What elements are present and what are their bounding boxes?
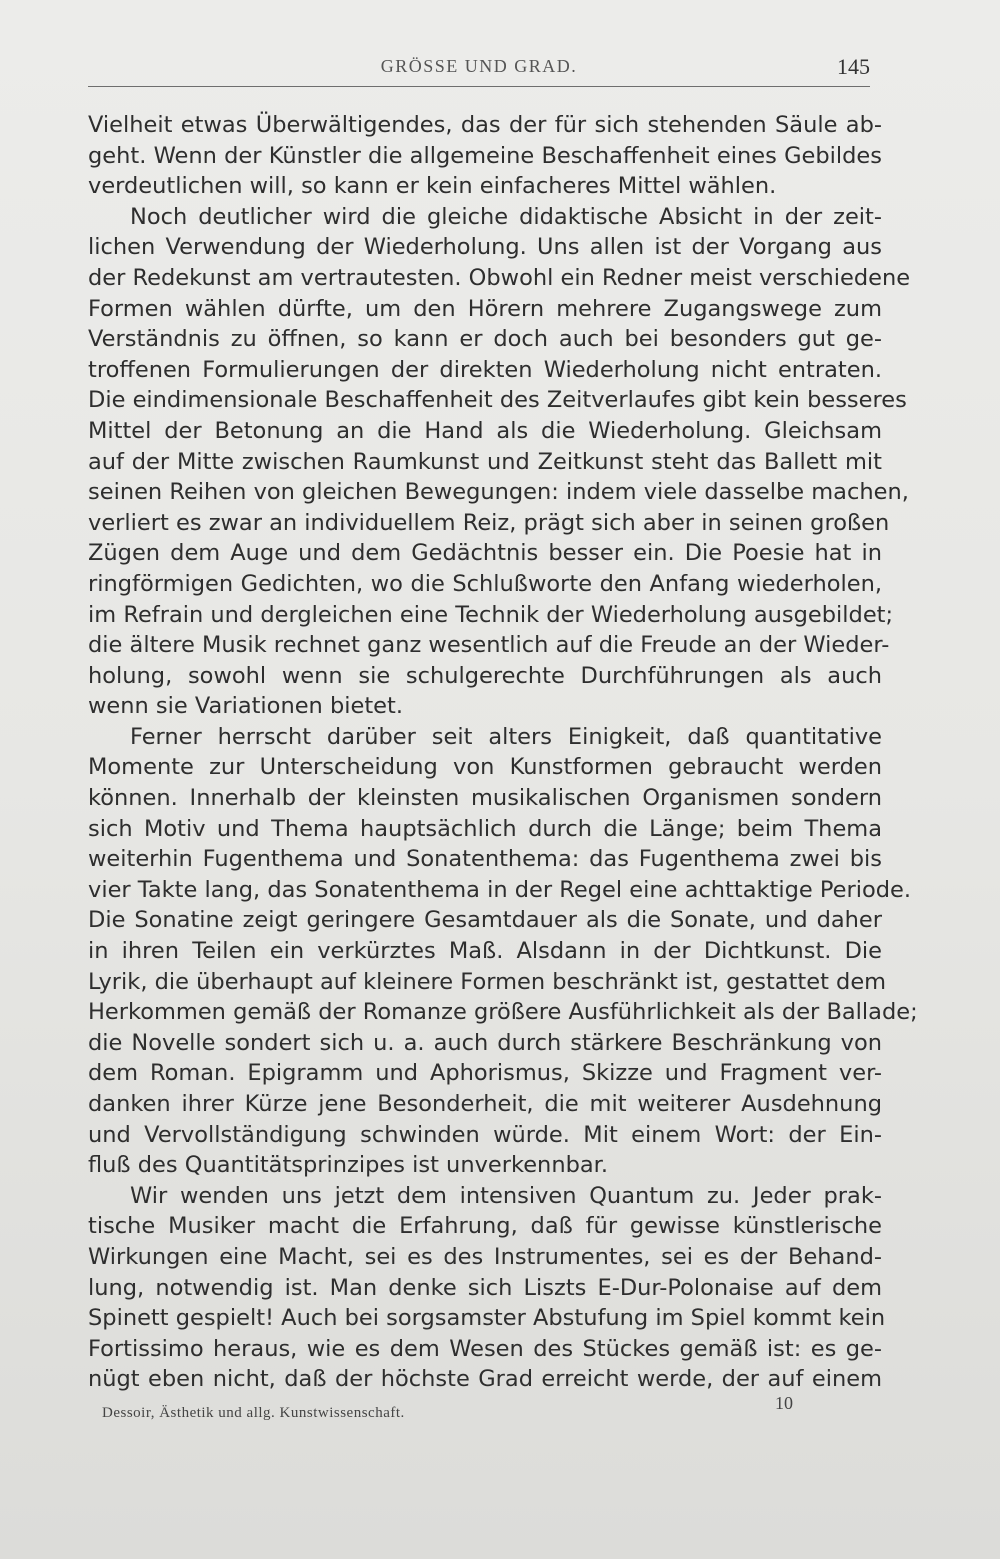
paragraph-4 <box>88 1181 886 1395</box>
text-line: Lyrik, die überhaupt auf kleinere Formen beschränkt ist, gestattet dem <box>88 968 887 995</box>
text-line: seinen Reihen von gleichen Bewegungen: indem viele dasselbe machen, <box>88 479 909 506</box>
text-line: im Refrain und dergleichen eine Technik der Wiederholung ausgebildet; <box>88 601 894 628</box>
text-line: Formen wählen dürfte, um den Hörern mehrere Zugangswege zum <box>88 295 882 322</box>
text-line: verdeutlichen will, so kann er kein einfacheres Mittel wählen. <box>88 173 777 200</box>
text-line: troffenen Formulierungen der direkten Wiederholung nicht entraten. <box>88 356 882 383</box>
text-line: der Redekunst am vertrautesten. Obwohl ein Redner meist verschiedene <box>88 264 911 291</box>
text-line: und Vervollständigung schwinden würde. Mit einem Wort: der Ein- <box>88 1121 882 1148</box>
running-title: GRÖSSE UND GRAD. <box>380 56 578 76</box>
text-line: auf der Mitte zwischen Raumkunst und Zeitkunst steht das Ballett mit <box>88 448 882 475</box>
text-line: sich Motiv und Thema hauptsächlich durch die Länge; beim Thema <box>88 815 882 842</box>
text-line: können. Innerhalb der kleinsten musikalischen Organismen sondern <box>88 785 882 812</box>
text-line: fluß des Quantitätsprinzipes ist unverkennbar. <box>88 1152 608 1179</box>
text-line: nügt eben nicht, daß der höchste Grad erreicht werde, der auf einem <box>88 1366 882 1393</box>
text-line: dem Roman. Epigramm und Aphorismus, Skizze und Fragment ver- <box>88 1060 882 1087</box>
text-line: Fortissimo heraus, wie es dem Wesen des Stückes gemäß ist: es ge- <box>88 1335 882 1362</box>
paragraph-1 <box>88 110 882 202</box>
text-line: Noch deutlicher wird die gleiche didaktische Absicht in der zeit- <box>130 203 882 230</box>
text-line: lung, notwendig ist. Man denke sich Liszts E-Dur-Polonaise auf dem <box>88 1274 882 1301</box>
sheet-number: 10 <box>775 1393 793 1413</box>
text-line: Momente zur Unterscheidung von Kunstformen gebraucht werden <box>88 754 882 781</box>
text-line: Wirkungen eine Macht, sei es des Instrumentes, sei es der Behand- <box>88 1243 882 1270</box>
page-number: 145 <box>837 54 870 79</box>
text-line: die Novelle sondert sich u. a. auch durch stärkere Beschränkung von <box>88 1029 882 1056</box>
text-line: vier Takte lang, das Sonatenthema in der Regel eine achttaktige Periode. <box>88 876 912 903</box>
body-text <box>88 110 918 1395</box>
text-line: geht. Wenn der Künstler die allgemeine Beschaffenheit eines Gebildes <box>88 142 882 169</box>
text-line: Herkommen gemäß der Romanze größere Ausführlichkeit als der Ballade; <box>88 999 918 1026</box>
text-line: Die Sonatine zeigt geringere Gesamtdauer als die Sonate, und daher <box>88 907 882 934</box>
text-line: lichen Verwendung der Wiederholung. Uns allen ist der Vorgang aus <box>88 234 882 261</box>
text-line: danken ihrer Kürze jene Besonderheit, die mit weiterer Ausdehnung <box>88 1091 882 1117</box>
text-line: wenn sie Variationen bietet. <box>88 693 403 720</box>
text-line: weiterhin Fugenthema und Sonatenthema: das Fugenthema zwei bis <box>88 846 882 873</box>
text-line: Zügen dem Auge und dem Gedächtnis besser ein. Die Poesie hat in <box>88 540 882 567</box>
text-line: die ältere Musik rechnet ganz wesentlich auf die Freude an der Wieder- <box>88 632 890 659</box>
text-line: Spinett gespielt! Auch bei sorgsamster Abstufung im Spiel kommt kein <box>88 1305 886 1332</box>
text-line: verliert es zwar an individuellem Reiz, prägt sich aber in seinen großen <box>88 509 890 536</box>
text-line: tische Musiker macht die Erfahrung, daß für gewisse künstlerische <box>88 1213 882 1240</box>
text-line: holung, sowohl wenn sie schulgerechte Durchführungen als auch <box>88 662 882 689</box>
text-line: Wir wenden uns jetzt dem intensiven Quantum zu. Jeder prak- <box>130 1182 882 1209</box>
text-line: Ferner herrscht darüber seit alters Einigkeit, daß quantitative <box>130 723 882 750</box>
text-line: in ihren Teilen ein verkürztes Maß. Alsdann in der Dichtkunst. Die <box>88 938 882 965</box>
text-line: ringförmigen Gedichten, wo die Schlußworte den Anfang wiederholen, <box>88 570 882 597</box>
text-line: Vielheit etwas Überwältigendes, das der für sich stehenden Säule ab- <box>88 112 882 138</box>
sheet-signature: Dessoir, Ästhetik und allg. Kunstwissenschaft. <box>102 1405 405 1421</box>
text-line: Verständnis zu öffnen, so kann er doch auch bei besonders gut ge- <box>88 326 882 353</box>
paragraph-2 <box>88 202 911 722</box>
paragraph-3 <box>88 722 918 1181</box>
text-line: Mittel der Betonung an die Hand als die Wiederholung. Gleichsam <box>88 417 882 444</box>
running-header <box>88 56 870 87</box>
text-line: Die eindimensionale Beschaffenheit des Zeitverlaufes gibt kein besseres <box>88 387 907 414</box>
